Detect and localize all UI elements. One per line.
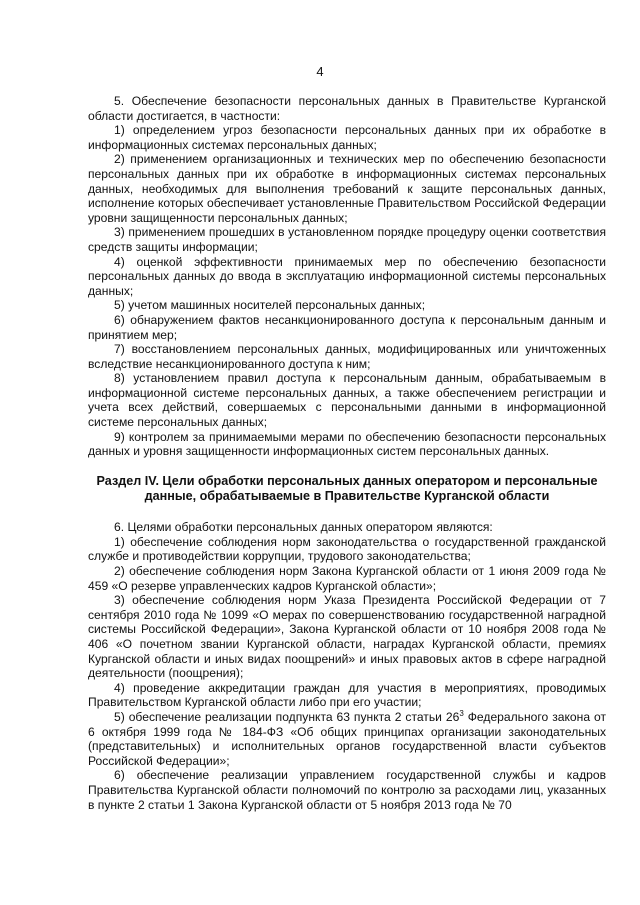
clause-6-item-5-text-start: 5) обеспечение реализации подпункта 63 пункта 2 статьи 26 [114, 709, 460, 724]
clause-6-item-2: 2) обеспечение соблюдения норм Закона Курганской области от 1 июня 2009 года № 459 «О резерве управленческих кадров Курганской области»; [88, 564, 606, 593]
section-heading: Раздел IV. Цели обработки персональных данных оператором и персональные данные, обрабатываемые в Правительстве Курганской области [96, 473, 598, 504]
clause-5-item-6: 6) обнаружением фактов несанкционированного доступа к персональным данным и принятием мер; [88, 312, 606, 342]
clause-6-item-5-text-end: Федерального закона от 6 октября 1999 года № 184-ФЗ «Об общих принципах организации законодательных (представительных) и исполнительных органов государственной власти субъектов Российской Федерации»; [88, 709, 607, 768]
document-body [88, 94, 606, 812]
clause-5-item-2: 2) применением организационных и технических мер по обеспечению безопасности персональных данных при их обработке в информационных системах персональных данных, необходимых для выполнения требований к защите персональных данных, исполнение которых обеспечивает установленные Правительством Российской Федерации уровни защищенности персональных данных; [88, 152, 606, 225]
clause-5-item-5: 5) учетом машинных носителей персональных данных; [114, 298, 426, 313]
clause-5-intro: 5. Обеспечение безопасности персональных данных в Правительстве Курганской области достигается, в частности: [88, 94, 606, 123]
clause-5-item-4: 4) оценкой эффективности принимаемых мер по обеспечению безопасности персональных данных до ввода в эксплуатацию информационной системы персональных данных; [88, 254, 606, 298]
clause-6-item-3: 3) обеспечение соблюдения норм Указа Президента Российской Федерации от 7 сентября 2010 года № 1099 «О мерах по совершенствованию государственной наградной системы Российской Федерации», Закона Курганской области от 10 ноября 2008 года № 406 «О почетном звании Курганской области, наградах Курганской области, премиях Курганской области и иных видах поощрений» и иных правовых актов в сфере наградной деятельности (поощрения); [88, 593, 606, 681]
spacer [88, 459, 606, 474]
clause-5-item-7: 7) восстановлением персональных данных, модифицированных или уничтоженных вследствие несанкционированного доступа к ним; [88, 342, 606, 371]
clause-6-item-6: 6) обеспечение реализации управлением государственной службы и кадров Правительства Курганской области полномочий по контролю за расходами лиц, указанных в пункте 2 статьи 1 Закона Курганской области от 5 ноября 2013 года № 70 [88, 768, 606, 812]
spacer [88, 504, 606, 520]
clause-5-item-1: 1) определением угроз безопасности персональных данных при их обработке в информационных системах персональных данных; [88, 123, 606, 152]
clause-6-item-1: 1) обеспечение соблюдения норм законодательства о государственной гражданской службе и противодействии коррупции, трудового законодательства; [88, 534, 606, 564]
clause-5-item-9: 9) контролем за принимаемыми мерами по обеспечению безопасности персональных данных и уровня защищенности информационных систем персональных данных. [88, 429, 606, 459]
page-number: 4 [316, 64, 324, 79]
clause-6-intro: 6. Целями обработки персональных данных оператором являются: [114, 520, 493, 535]
clause-5-item-3: 3) применением прошедших в установленном порядке процедуру оценки соответствия средств защиты информации; [88, 225, 606, 254]
clause-5-item-8: 8) установлением правил доступа к персональным данным, обрабатываемым в информационной системе персональных данных, а также обеспечением регистрации и учета всех действий, совершаемых с персональными данными в информационной системе персональных данных; [88, 371, 606, 430]
clause-6-item-4: 4) проведение аккредитации граждан для участия в мероприятиях, проводимых Правительством Курганской области либо при его участии; [88, 680, 606, 710]
clause-6-item-5 [88, 710, 606, 768]
superscript-number: 3 [459, 708, 464, 718]
